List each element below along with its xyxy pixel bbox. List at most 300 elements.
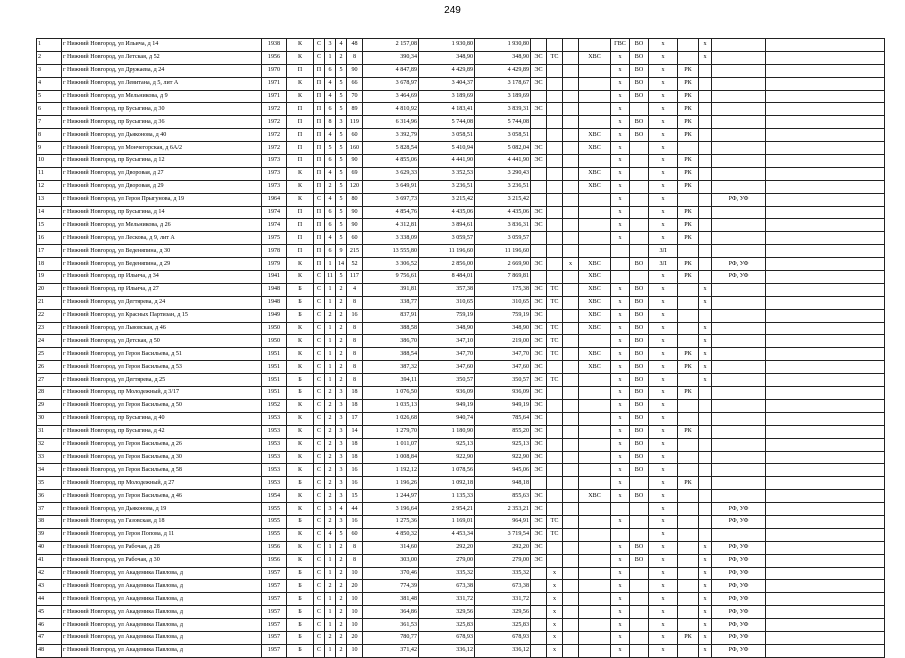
table-cell: 22 — [37, 309, 62, 322]
table-cell — [579, 580, 611, 593]
table-cell — [547, 258, 563, 271]
table-cell: 673,38 — [475, 580, 531, 593]
table-cell: П — [287, 129, 314, 142]
table-cell: х — [649, 619, 678, 632]
table-cell: 4 — [37, 77, 62, 90]
table-cell: 11 — [37, 167, 62, 180]
table-cell: РК — [678, 232, 699, 245]
table-cell — [712, 361, 766, 374]
table-cell: С — [314, 283, 325, 296]
table-cell: 8 — [37, 129, 62, 142]
table-cell: ВО — [630, 116, 649, 129]
table-cell: ТС — [547, 51, 563, 64]
table-cell: РК — [678, 77, 699, 90]
table-cell: Б — [287, 631, 314, 644]
table-cell: х — [649, 193, 678, 206]
table-cell: 1957 — [262, 567, 287, 580]
table-cell: 1971 — [262, 90, 287, 103]
table-cell: 1941 — [262, 271, 287, 284]
table-cell: 3 058,51 — [419, 129, 475, 142]
table-cell — [579, 193, 611, 206]
table-cell: х — [611, 593, 630, 606]
table-cell: П — [287, 103, 314, 116]
table-cell: ХВС — [579, 296, 611, 309]
table-cell: П — [287, 245, 314, 258]
table-cell: х — [611, 335, 630, 348]
table-cell: 5 — [325, 142, 336, 155]
table-cell — [563, 606, 579, 619]
table-cell: 20 — [37, 283, 62, 296]
table-cell: 8 — [347, 335, 363, 348]
table-cell — [563, 39, 579, 52]
table-cell: 2 353,21 — [475, 503, 531, 516]
table-cell — [579, 593, 611, 606]
table-cell — [579, 606, 611, 619]
table-cell — [579, 631, 611, 644]
table-cell: 1 — [325, 644, 336, 657]
table-cell — [579, 155, 611, 168]
table-cell: 2 669,90 — [475, 258, 531, 271]
table-cell: 1953 — [262, 451, 287, 464]
table-cell — [579, 477, 611, 490]
table-row — [37, 232, 885, 245]
table-cell: С — [314, 477, 325, 490]
table-cell: х — [649, 322, 678, 335]
table-cell — [611, 528, 630, 541]
table-row — [37, 335, 885, 348]
table-cell — [630, 245, 649, 258]
table-cell: ВО — [630, 464, 649, 477]
table-cell — [766, 167, 885, 180]
table-cell: ТС — [547, 374, 563, 387]
table-cell — [630, 580, 649, 593]
table-cell: х — [611, 490, 630, 503]
table-cell: х — [649, 412, 678, 425]
table-cell — [630, 206, 649, 219]
table-cell: х — [699, 567, 712, 580]
table-cell — [766, 606, 885, 619]
table-cell: 23 — [37, 322, 62, 335]
table-cell — [699, 64, 712, 77]
table-cell: г Нижний Новгород, ул Академика Павлова, д — [62, 631, 262, 644]
table-cell: П — [314, 167, 325, 180]
table-cell: 3 215,42 — [419, 193, 475, 206]
table-cell: ХВС — [579, 490, 611, 503]
table-cell: 4 850,32 — [363, 528, 419, 541]
table-cell: 2 — [325, 438, 336, 451]
table-cell: 2 — [336, 554, 347, 567]
table-cell — [563, 283, 579, 296]
table-cell: 4 312,81 — [363, 219, 419, 232]
table-cell — [630, 167, 649, 180]
table-cell: 7 869,81 — [475, 271, 531, 284]
table-cell: г Нижний Новгород, ул Дворовая, д 27 — [62, 167, 262, 180]
table-cell — [712, 142, 766, 155]
table-cell — [630, 644, 649, 657]
table-cell: 60 — [347, 232, 363, 245]
table-row — [37, 412, 885, 425]
table-cell: К — [287, 39, 314, 52]
table-cell — [531, 39, 547, 52]
table-cell: РФ, УФ — [712, 593, 766, 606]
table-cell: Б — [287, 515, 314, 528]
table-cell: 2 — [336, 309, 347, 322]
table-cell — [531, 232, 547, 245]
table-cell — [563, 528, 579, 541]
table-cell — [579, 464, 611, 477]
table-cell — [766, 271, 885, 284]
table-cell: Б — [287, 606, 314, 619]
table-cell: х — [649, 129, 678, 142]
table-cell: 26 — [37, 361, 62, 374]
table-cell: х — [649, 39, 678, 52]
table-cell: 3 839,31 — [475, 103, 531, 116]
table-cell: 4 — [325, 232, 336, 245]
table-cell: С — [314, 580, 325, 593]
table-cell: ВО — [630, 348, 649, 361]
table-cell: ХВС — [579, 271, 611, 284]
table-cell: Б — [287, 477, 314, 490]
table-cell: С — [314, 39, 325, 52]
table-cell: 3 — [336, 451, 347, 464]
table-cell: 1973 — [262, 180, 287, 193]
table-cell: 6 314,96 — [363, 116, 419, 129]
table-cell: 2 — [336, 374, 347, 387]
table-cell: х — [649, 528, 678, 541]
table-cell: ЭС — [531, 528, 547, 541]
table-cell — [611, 271, 630, 284]
table-cell: К — [287, 451, 314, 464]
table-cell: х — [649, 631, 678, 644]
table-cell: 4 810,92 — [363, 103, 419, 116]
table-cell: 949,19 — [419, 399, 475, 412]
table-cell: 1955 — [262, 503, 287, 516]
table-cell: х — [547, 619, 563, 632]
table-cell: г Нижний Новгород, ул Героя Васильева, д 51 — [62, 348, 262, 361]
table-cell: 1972 — [262, 142, 287, 155]
table-cell — [547, 387, 563, 400]
table-cell: 4 — [325, 193, 336, 206]
table-cell: ЭС — [531, 348, 547, 361]
table-cell: х — [649, 296, 678, 309]
table-cell: 2 — [336, 580, 347, 593]
table-cell: С — [314, 335, 325, 348]
table-cell: 14 — [336, 258, 347, 271]
table-cell: х — [649, 374, 678, 387]
table-cell — [766, 116, 885, 129]
table-cell: К — [287, 554, 314, 567]
table-cell: ЭС — [531, 503, 547, 516]
table-cell: х — [611, 387, 630, 400]
table-cell: Б — [287, 309, 314, 322]
table-cell: 5 — [336, 219, 347, 232]
table-cell — [678, 619, 699, 632]
table-cell: 41 — [37, 554, 62, 567]
table-cell: х — [699, 541, 712, 554]
table-cell: г Нижний Новгород, пр Бусыгина, д 40 — [62, 412, 262, 425]
table-cell: 2 157,08 — [363, 39, 419, 52]
table-cell: г Нижний Новгород, ул Героя Васильева, д 46 — [62, 490, 262, 503]
table-cell: х — [649, 335, 678, 348]
table-cell — [547, 232, 563, 245]
table-cell: 8 — [347, 361, 363, 374]
table-cell: Б — [287, 567, 314, 580]
table-cell: х — [649, 399, 678, 412]
table-cell — [766, 39, 885, 52]
table-row — [37, 619, 885, 632]
table-cell — [630, 606, 649, 619]
table-cell — [712, 412, 766, 425]
table-cell: ТС — [547, 296, 563, 309]
table-cell: 2 — [325, 515, 336, 528]
table-cell: ГВС — [611, 39, 630, 52]
table-cell: К — [287, 541, 314, 554]
table-cell — [699, 77, 712, 90]
table-cell: 303,00 — [363, 554, 419, 567]
table-cell — [630, 515, 649, 528]
table-cell: К — [287, 90, 314, 103]
table-cell: 936,09 — [475, 387, 531, 400]
table-cell: ЭС — [531, 258, 547, 271]
table-cell — [766, 528, 885, 541]
table-cell: ВО — [630, 425, 649, 438]
table-cell — [579, 232, 611, 245]
table-cell — [766, 374, 885, 387]
table-cell: 1 — [325, 567, 336, 580]
table-cell: г Нижний Новгород, ул Мончегорская, д 6А/2 — [62, 142, 262, 155]
table-cell: 15 — [347, 490, 363, 503]
table-cell: 1 — [325, 541, 336, 554]
table-cell — [712, 387, 766, 400]
table-cell: ВО — [630, 39, 649, 52]
table-cell: 3 — [336, 438, 347, 451]
table-cell: 1 — [325, 296, 336, 309]
table-cell: х — [649, 387, 678, 400]
table-cell — [699, 515, 712, 528]
table-cell: 1954 — [262, 490, 287, 503]
table-cell — [630, 503, 649, 516]
table-cell: 11 — [325, 271, 336, 284]
table-cell: 1972 — [262, 116, 287, 129]
table-cell: 1978 — [262, 245, 287, 258]
table-cell: 10 — [347, 606, 363, 619]
table-cell: ВО — [630, 541, 649, 554]
table-cell: П — [287, 142, 314, 155]
table-cell: х — [547, 593, 563, 606]
table-cell: 3 697,73 — [363, 193, 419, 206]
table-cell: 2 954,21 — [419, 503, 475, 516]
table-cell: 18 — [347, 451, 363, 464]
table-cell: г Нижний Новгород, ул Газовская, д 18 — [62, 515, 262, 528]
table-cell: 3 059,57 — [475, 232, 531, 245]
table-cell: х — [547, 631, 563, 644]
table-cell: 347,70 — [419, 348, 475, 361]
table-cell — [699, 142, 712, 155]
table-cell — [547, 39, 563, 52]
table-row — [37, 193, 885, 206]
table-cell: х — [611, 464, 630, 477]
table-cell: РФ, УФ — [712, 258, 766, 271]
table-cell — [547, 503, 563, 516]
table-cell: К — [287, 503, 314, 516]
table-cell: 1 — [325, 554, 336, 567]
table-cell — [579, 374, 611, 387]
table-cell: ЭС — [531, 490, 547, 503]
table-cell — [678, 464, 699, 477]
table-cell — [563, 361, 579, 374]
table-cell: ВО — [630, 399, 649, 412]
table-cell: х — [649, 580, 678, 593]
table-cell: 1974 — [262, 206, 287, 219]
table-cell: х — [611, 644, 630, 657]
table-cell: Б — [287, 619, 314, 632]
table-cell: 117 — [347, 271, 363, 284]
table-cell: х — [649, 593, 678, 606]
table-cell: 391,81 — [363, 283, 419, 296]
table-cell: х — [611, 129, 630, 142]
table-cell: 1973 — [262, 155, 287, 168]
table-cell: РК — [678, 116, 699, 129]
table-cell: 5 744,08 — [475, 116, 531, 129]
table-cell: 1 076,50 — [363, 387, 419, 400]
table-cell — [630, 567, 649, 580]
table-cell: г Нижний Новгород, ул Красных Партизан, д 15 — [62, 309, 262, 322]
table-cell: г Нижний Новгород, ул Левитана, д 5, лит А — [62, 77, 262, 90]
table-cell: 388,54 — [363, 348, 419, 361]
table-cell: 1 279,70 — [363, 425, 419, 438]
table-row — [37, 644, 885, 657]
table-cell: РК — [678, 155, 699, 168]
table-cell: 386,70 — [363, 335, 419, 348]
table-cell: 160 — [347, 142, 363, 155]
table-cell: х — [699, 348, 712, 361]
table-cell: ХВС — [579, 142, 611, 155]
table-cell: х — [649, 103, 678, 116]
table-cell: г Нижний Новгород, ул Героя Прыгунова, д 19 — [62, 193, 262, 206]
table-cell — [563, 374, 579, 387]
table-cell — [630, 593, 649, 606]
table-cell: 29 — [37, 399, 62, 412]
table-cell — [699, 193, 712, 206]
table-cell: ЭС — [531, 374, 547, 387]
table-cell: 8 — [347, 541, 363, 554]
table-cell — [531, 619, 547, 632]
table-cell — [678, 296, 699, 309]
table-cell: 17 — [37, 245, 62, 258]
table-cell — [630, 142, 649, 155]
table-cell: ХВС — [579, 129, 611, 142]
table-cell: х — [649, 64, 678, 77]
table-cell — [579, 90, 611, 103]
table-cell: П — [314, 245, 325, 258]
table-cell: П — [314, 103, 325, 116]
table-cell: ЭС — [531, 206, 547, 219]
table-cell — [712, 245, 766, 258]
table-cell — [678, 515, 699, 528]
table-cell — [531, 631, 547, 644]
table-cell: х — [649, 51, 678, 64]
table-cell: 1956 — [262, 554, 287, 567]
table-cell: ЭС — [531, 515, 547, 528]
table-cell: П — [314, 232, 325, 245]
table-cell: 3 894,61 — [419, 219, 475, 232]
table-cell: 2 — [336, 619, 347, 632]
table-cell: х — [611, 412, 630, 425]
table-cell: 48 — [347, 39, 363, 52]
table-cell — [531, 90, 547, 103]
table-cell: 3 — [336, 490, 347, 503]
table-cell: 2 — [325, 490, 336, 503]
table-cell — [766, 464, 885, 477]
table-cell: х — [649, 180, 678, 193]
table-cell: г Нижний Новгород, ул Мельникова, д 9 — [62, 90, 262, 103]
table-cell: 1953 — [262, 438, 287, 451]
table-cell — [531, 245, 547, 258]
table-cell: РФ, УФ — [712, 606, 766, 619]
table-cell: С — [314, 438, 325, 451]
table-cell: 5 828,54 — [363, 142, 419, 155]
table-cell — [547, 412, 563, 425]
table-cell: 1972 — [262, 129, 287, 142]
table-cell: 381,48 — [363, 593, 419, 606]
table-cell: П — [287, 206, 314, 219]
table-cell — [766, 399, 885, 412]
table-cell: 2 — [336, 567, 347, 580]
table-cell: 44 — [37, 593, 62, 606]
table-cell — [712, 283, 766, 296]
table-cell: ВО — [630, 322, 649, 335]
table-cell: 2 — [336, 593, 347, 606]
table-cell: ЭС — [531, 335, 547, 348]
table-cell: 940,74 — [419, 412, 475, 425]
table-cell: 3 290,43 — [475, 167, 531, 180]
table-cell — [766, 451, 885, 464]
table-cell: 60 — [347, 129, 363, 142]
table-cell — [563, 387, 579, 400]
table-cell: 3 058,51 — [475, 129, 531, 142]
table-cell: г Нижний Новгород, ул Летская, д 52 — [62, 51, 262, 64]
table-cell — [712, 425, 766, 438]
table-cell — [678, 374, 699, 387]
table-cell: ТС — [547, 283, 563, 296]
table-cell — [563, 567, 579, 580]
table-cell — [630, 271, 649, 284]
table-cell: 1 — [325, 322, 336, 335]
table-cell: 11 196,60 — [419, 245, 475, 258]
table-cell: 325,83 — [475, 619, 531, 632]
table-cell: х — [649, 606, 678, 619]
table-cell: 678,93 — [419, 631, 475, 644]
table-cell: К — [287, 180, 314, 193]
table-cell: г Нижний Новгород, ул Дьяконова, д 19 — [62, 503, 262, 516]
table-cell: РК — [678, 425, 699, 438]
table-cell: 20 — [347, 631, 363, 644]
table-cell: РК — [678, 631, 699, 644]
table-cell: 69 — [347, 167, 363, 180]
table-cell: х — [611, 232, 630, 245]
table-cell: П — [314, 64, 325, 77]
table-cell — [699, 245, 712, 258]
table-cell: х — [699, 322, 712, 335]
table-cell — [712, 103, 766, 116]
table-cell: 28 — [37, 387, 62, 400]
table-cell — [563, 309, 579, 322]
table-cell: 4 441,90 — [419, 155, 475, 168]
table-cell — [712, 477, 766, 490]
table-cell: К — [287, 528, 314, 541]
table-cell: ХВС — [579, 348, 611, 361]
table-cell: г Нижний Новгород, ул Дружаева, д 24 — [62, 64, 262, 77]
